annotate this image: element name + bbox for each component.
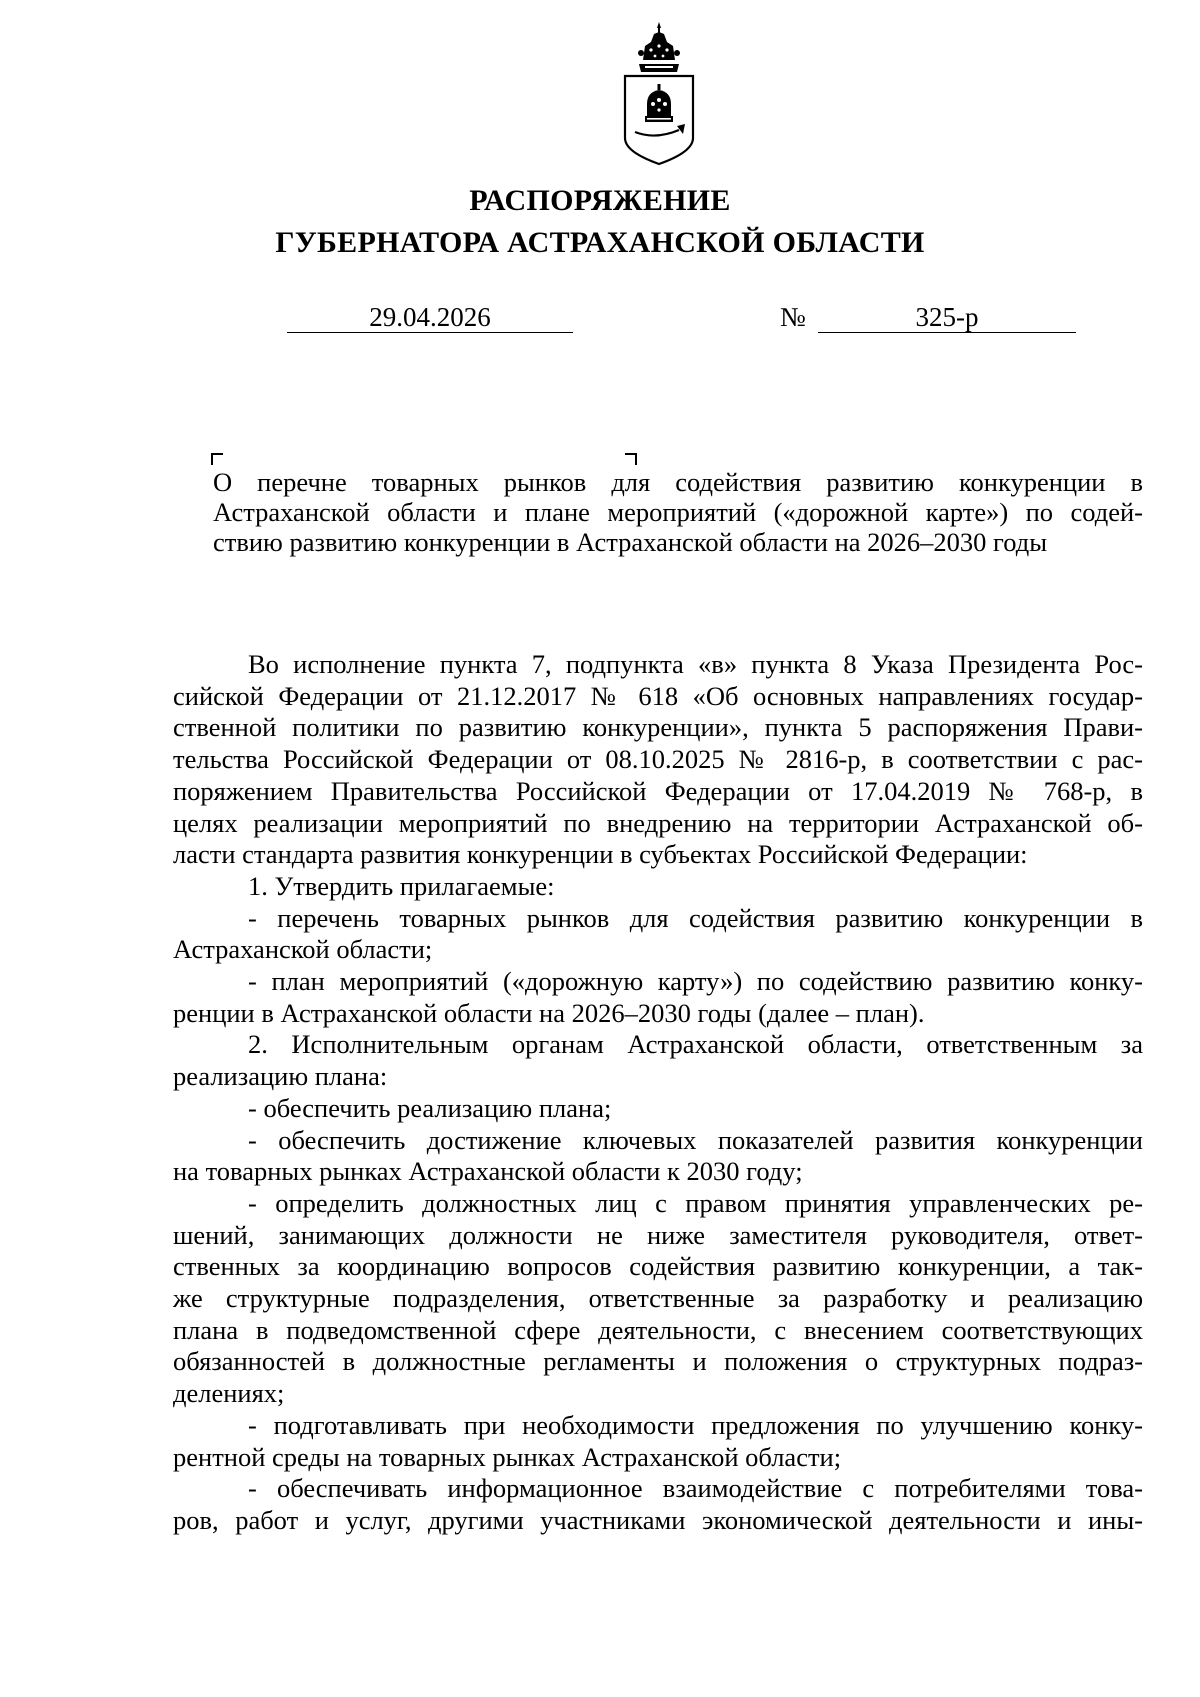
subject-block [213,467,1143,557]
body-line: - обеспечивать информационное взаимодействие с потребителями това- [248,1473,1143,1504]
body-line: 2. Исполнительным органам Астраханской области, ответственным за [248,1029,1143,1060]
body-line: - перечень товарных рынков для содействия развитию конкуренции в [248,902,1143,933]
subject-right-corner-mark [625,453,637,465]
subject-line: Астраханской области и плане мероприятий («дорожной карте») по содей- [213,497,1143,527]
body-line: поряжением Правительства Российской Федерации от 17.04.2019 № 768-р, в [173,775,1143,806]
subject-line: О перечне товарных рынков для содействия развитию конкуренции в [213,467,1143,497]
body-line: же структурные подразделения, ответственные за разработку и реализацию [173,1283,1143,1314]
body-line: рентной среды на товарных рынках Астраханской области; [173,1441,842,1472]
document-body [173,649,1143,1537]
body-line: - обеспечить достижение ключевых показателей развития конкуренции [248,1124,1143,1155]
body-line: обязанностей в должностные регламенты и положения о структурных подраз- [173,1346,1143,1377]
body-line: ственной политики по развитию конкуренции», пункта 5 распоряжения Прави- [173,712,1143,743]
body-line: Астраханской области; [173,934,433,965]
body-line: ласти стандарта развития конкуренции в субъектах Российской Федерации: [173,839,1028,870]
body-line: целях реализации мероприятий по внедрению на территории Астраханской об- [173,807,1143,838]
order-date: 29.04.2026 [287,302,573,333]
order-number: 325-р [818,302,1076,333]
document-type-title: РАСПОРЯЖЕНИЕ [469,184,731,217]
body-line: тельства Российской Федерации от 08.10.2025 № 2816-р, в соответствии с рас- [173,744,1143,775]
body-line: плана в подведомственной сфере деятельности, с внесением соответствующих [173,1314,1143,1345]
body-line: ственных за координацию вопросов содействия развитию конкуренции, а так- [173,1251,1143,1282]
body-line: 1. Утвердить прилагаемые: [248,870,555,901]
number-sign: № [780,302,806,332]
body-line: - подготавливать при необходимости предложения по улучшению конку- [248,1409,1143,1440]
body-line: - план мероприятий («дорожную карту») по содействию развитию конку- [248,966,1143,997]
body-line: ренции в Астраханской области на 2026–2030 годы (далее – план). [173,997,925,1028]
subject-line: ствию развитию конкуренции в Астраханской области на 2026–2030 годы [213,527,1048,557]
body-line: - обеспечить реализацию плана; [248,1092,612,1123]
issuer-title: ГУБЕРНАТОРА АСТРАХАНСКОЙ ОБЛАСТИ [275,226,925,259]
body-line: на товарных рынках Астраханской области к 2030 году; [173,1156,803,1187]
body-line: ров, работ и услуг, другими участниками экономической деятельности и ины- [173,1504,1143,1535]
subject-left-corner-mark [211,453,223,465]
body-line: Во исполнение пункта 7, подпункта «в» пункта 8 Указа Президента Рос- [248,649,1143,679]
body-line: шений, занимающих должности не ниже заместителя руководителя, ответ- [173,1219,1143,1250]
body-line: сийской Федерации от 21.12.2017 № 618 «Об основных направлениях государ- [173,680,1143,711]
coat-of-arms-emblem [621,20,697,166]
body-line: реализацию плана: [173,1061,388,1092]
body-line: делениях; [173,1378,285,1409]
body-line: - определить должностных лиц с правом принятия управленческих ре- [248,1187,1143,1218]
